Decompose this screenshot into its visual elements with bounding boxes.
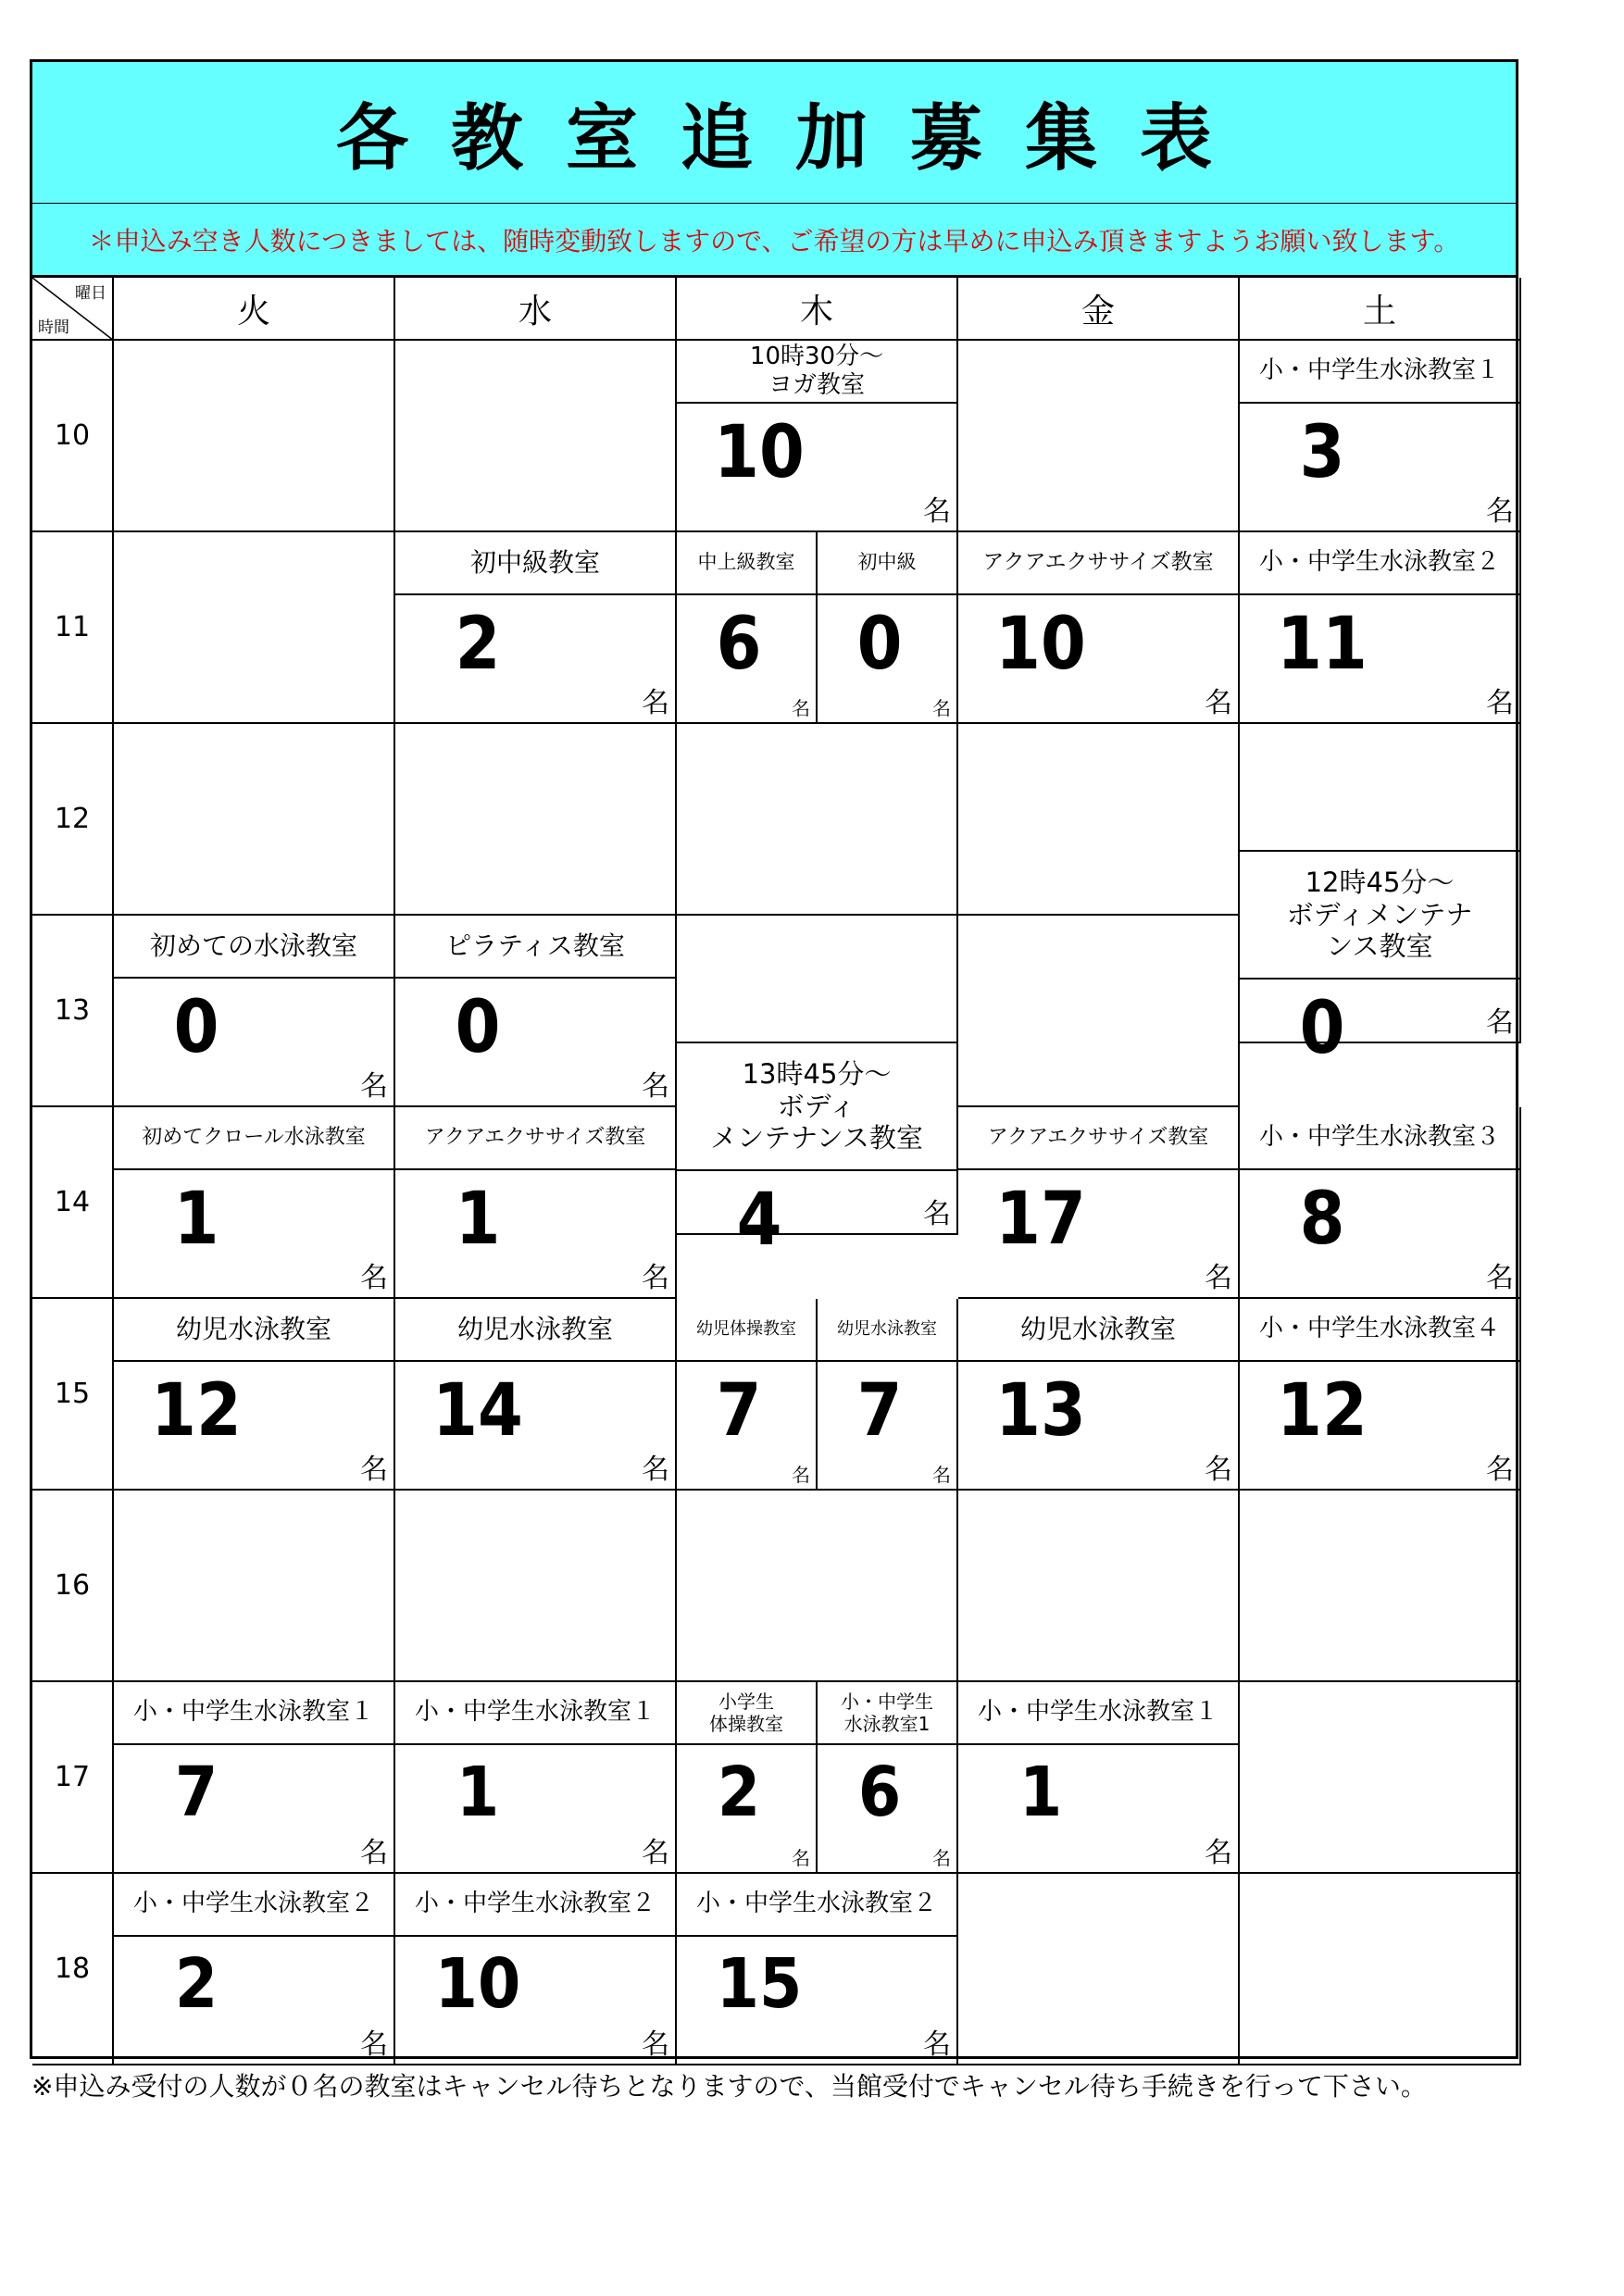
- unit-label: 名: [923, 495, 951, 528]
- class-block[interactable]: [677, 1682, 818, 1874]
- empty-cell: [958, 341, 1240, 532]
- unit-label: 名: [932, 1464, 951, 1486]
- day-header: 火: [114, 278, 395, 341]
- empty-cell: [1240, 1874, 1521, 2065]
- unit-label: 名: [1486, 495, 1514, 528]
- class-name: アクアエクササイズ教室: [395, 1107, 675, 1170]
- class-name: 小・中学生水泳教室３: [1240, 1107, 1519, 1170]
- class-block[interactable]: [1240, 341, 1521, 532]
- vacancy-count: 10: [714, 411, 805, 494]
- unit-label: 名: [360, 1454, 388, 1486]
- unit-label: 名: [923, 2028, 951, 2061]
- notice-bar: [30, 204, 1518, 276]
- class-block[interactable]: [1240, 532, 1521, 724]
- empty-cell: [958, 1874, 1240, 2065]
- class-name: アクアエクササイズ教室: [958, 532, 1238, 595]
- vacancy-count: 1: [1018, 1753, 1063, 1832]
- class-name: 10時30分～ ヨガ教室: [677, 341, 956, 404]
- vacancy-count: 10: [995, 603, 1086, 686]
- vacancy-count: 14: [432, 1369, 523, 1453]
- hour-label: 11: [32, 532, 114, 724]
- class-name: 幼児水泳教室: [818, 1299, 956, 1362]
- empty-cell: [395, 1491, 677, 1682]
- class-name: ピラティス教室: [395, 916, 675, 979]
- class-name: 初めての水泳教室: [114, 916, 394, 979]
- unit-label: 名: [642, 1837, 669, 1869]
- unit-label: 名: [792, 1464, 810, 1486]
- hour-label: 16: [32, 1491, 114, 1682]
- empty-cell: [1240, 1491, 1521, 1682]
- vacancy-count: 3: [1299, 411, 1345, 494]
- class-block[interactable]: [395, 1299, 677, 1491]
- hour-label: 14: [32, 1107, 114, 1299]
- vacancy-count: 7: [174, 1753, 219, 1832]
- class-block[interactable]: [677, 1299, 818, 1491]
- class-name: 幼児水泳教室: [114, 1299, 394, 1362]
- empty-cell: [114, 1491, 395, 1682]
- empty-cell: [395, 724, 677, 916]
- unit-label: 名: [360, 1262, 388, 1294]
- vacancy-count: 1: [455, 1178, 501, 1261]
- class-name: 小・中学生水泳教室１: [958, 1682, 1238, 1745]
- class-block[interactable]: [395, 916, 677, 1107]
- class-name: 小・中学生水泳教室１: [395, 1682, 675, 1745]
- day-header: 土: [1240, 278, 1521, 341]
- vacancy-count: 13: [995, 1369, 1086, 1453]
- class-name: 小・中学生 水泳教室1: [818, 1682, 956, 1745]
- corner-time-label: 時間: [38, 318, 69, 337]
- empty-cell: [677, 916, 958, 1043]
- class-name: 小・中学生水泳教室２: [677, 1874, 956, 1937]
- notice-text: ＊申込み空き人数につきましては、随時変動致しますので、ご希望の方は早めに申込み頂きますようお願い致します。: [88, 225, 1460, 256]
- unit-label: 名: [1486, 687, 1514, 719]
- unit-label: 名: [642, 1454, 669, 1486]
- vacancy-count: 11: [1277, 603, 1368, 686]
- empty-cell: [958, 1491, 1240, 1682]
- unit-label: 名: [1205, 1262, 1232, 1294]
- schedule-table: [30, 276, 1518, 2059]
- unit-label: 名: [360, 2028, 388, 2061]
- empty-cell: [958, 916, 1240, 1107]
- class-block[interactable]: [677, 1874, 958, 2065]
- vacancy-count: 6: [716, 603, 762, 686]
- unit-label: 名: [1486, 1006, 1514, 1039]
- vacancy-count: 17: [995, 1178, 1086, 1261]
- class-block[interactable]: [395, 532, 677, 724]
- vacancy-count: 15: [716, 1944, 803, 2024]
- unit-label: 名: [642, 687, 669, 719]
- unit-label: 名: [360, 1837, 388, 1869]
- class-name: 幼児体操教室: [677, 1299, 816, 1362]
- unit-label: 名: [1486, 1262, 1514, 1294]
- day-header: 木: [677, 278, 958, 341]
- empty-cell: [1240, 724, 1521, 852]
- unit-label: 名: [360, 1070, 388, 1103]
- day-header: 水: [395, 278, 677, 341]
- class-block[interactable]: [677, 341, 958, 532]
- empty-cell: [677, 1491, 958, 1682]
- empty-cell: [1240, 1682, 1521, 1874]
- unit-label: 名: [642, 1262, 669, 1294]
- vacancy-count: 12: [1277, 1369, 1368, 1453]
- vacancy-count: 0: [173, 986, 219, 1069]
- unit-label: 名: [642, 2028, 669, 2061]
- vacancy-count: 1: [456, 1753, 500, 1832]
- vacancy-count: 0: [455, 986, 501, 1069]
- class-name: 小・中学生水泳教室４: [1240, 1299, 1519, 1362]
- unit-label: 名: [1205, 1837, 1232, 1869]
- vacancy-count: 2: [717, 1753, 761, 1832]
- unit-label: 名: [923, 1198, 951, 1230]
- class-name: 小・中学生水泳教室１: [1240, 341, 1519, 404]
- unit-label: 名: [792, 697, 810, 719]
- hour-label: 12: [32, 724, 114, 916]
- class-name: アクアエクササイズ教室: [958, 1107, 1238, 1170]
- empty-cell: [114, 341, 395, 532]
- hour-label: 17: [32, 1682, 114, 1874]
- header-corner: [32, 278, 114, 341]
- class-name: 小学生 体操教室: [677, 1682, 816, 1745]
- unit-label: 名: [1205, 1454, 1232, 1486]
- class-name: 小・中学生水泳教室１: [114, 1682, 394, 1745]
- page-title: 各教室追加募集表: [335, 97, 1255, 181]
- vacancy-count: 8: [1299, 1178, 1345, 1261]
- unit-label: 名: [1205, 687, 1232, 719]
- vacancy-count: 2: [174, 1944, 219, 2024]
- corner-day-label: 曜日: [75, 284, 106, 303]
- vacancy-count: 7: [856, 1369, 903, 1453]
- class-name: 初めてクロール水泳教室: [114, 1107, 394, 1170]
- empty-cell: [114, 724, 395, 916]
- footer-note: ※申込み受付の人数が０名の教室はキャンセル待ちとなりますので、当館受付でキャンセル待ち手続きを行って下さい。: [31, 2071, 1427, 2102]
- class-block[interactable]: [1240, 852, 1521, 1070]
- unit-label: 名: [642, 1070, 669, 1103]
- hour-label: 15: [32, 1299, 114, 1491]
- vacancy-count: 0: [1299, 987, 1345, 1070]
- empty-cell: [958, 724, 1240, 916]
- title-bar: [30, 59, 1518, 204]
- vacancy-count: 1: [173, 1178, 219, 1261]
- class-block[interactable]: [1240, 1299, 1521, 1491]
- vacancy-count: 7: [716, 1369, 762, 1453]
- hour-label: 10: [32, 341, 114, 532]
- vacancy-count: 6: [857, 1753, 902, 1832]
- class-block[interactable]: [1240, 1107, 1521, 1299]
- unit-label: 名: [792, 1847, 810, 1869]
- unit-label: 名: [1486, 1454, 1514, 1486]
- hour-label: 13: [32, 916, 114, 1107]
- vacancy-count: 4: [736, 1179, 782, 1262]
- day-header: 金: [958, 278, 1240, 341]
- class-name: 小・中学生水泳教室２: [395, 1874, 675, 1937]
- class-name: 幼児水泳教室: [395, 1299, 675, 1362]
- class-block[interactable]: [958, 1682, 1240, 1874]
- class-name: 初中級: [818, 532, 956, 595]
- class-name: 幼児水泳教室: [958, 1299, 1238, 1362]
- unit-label: 名: [932, 1847, 951, 1869]
- empty-cell: [114, 532, 395, 724]
- class-name: 中上級教室: [677, 532, 816, 595]
- class-name: 13時45分～ ボディ メンテナンス教室: [677, 1043, 956, 1171]
- empty-cell: [395, 341, 677, 532]
- empty-cell: [677, 724, 958, 916]
- unit-label: 名: [932, 697, 951, 719]
- class-name: 12時45分～ ボディメンテナ ンス教室: [1240, 852, 1519, 980]
- hour-label: 18: [32, 1874, 114, 2065]
- class-name: 小・中学生水泳教室２: [114, 1874, 394, 1937]
- class-block[interactable]: [395, 1682, 677, 1874]
- vacancy-count: 10: [434, 1944, 521, 2024]
- vacancy-count: 2: [455, 603, 501, 686]
- class-name: 初中級教室: [395, 532, 675, 595]
- class-name: 小・中学生水泳教室２: [1240, 532, 1519, 595]
- class-block[interactable]: [677, 532, 818, 724]
- vacancy-count: 0: [856, 603, 903, 686]
- vacancy-count: 12: [151, 1369, 242, 1453]
